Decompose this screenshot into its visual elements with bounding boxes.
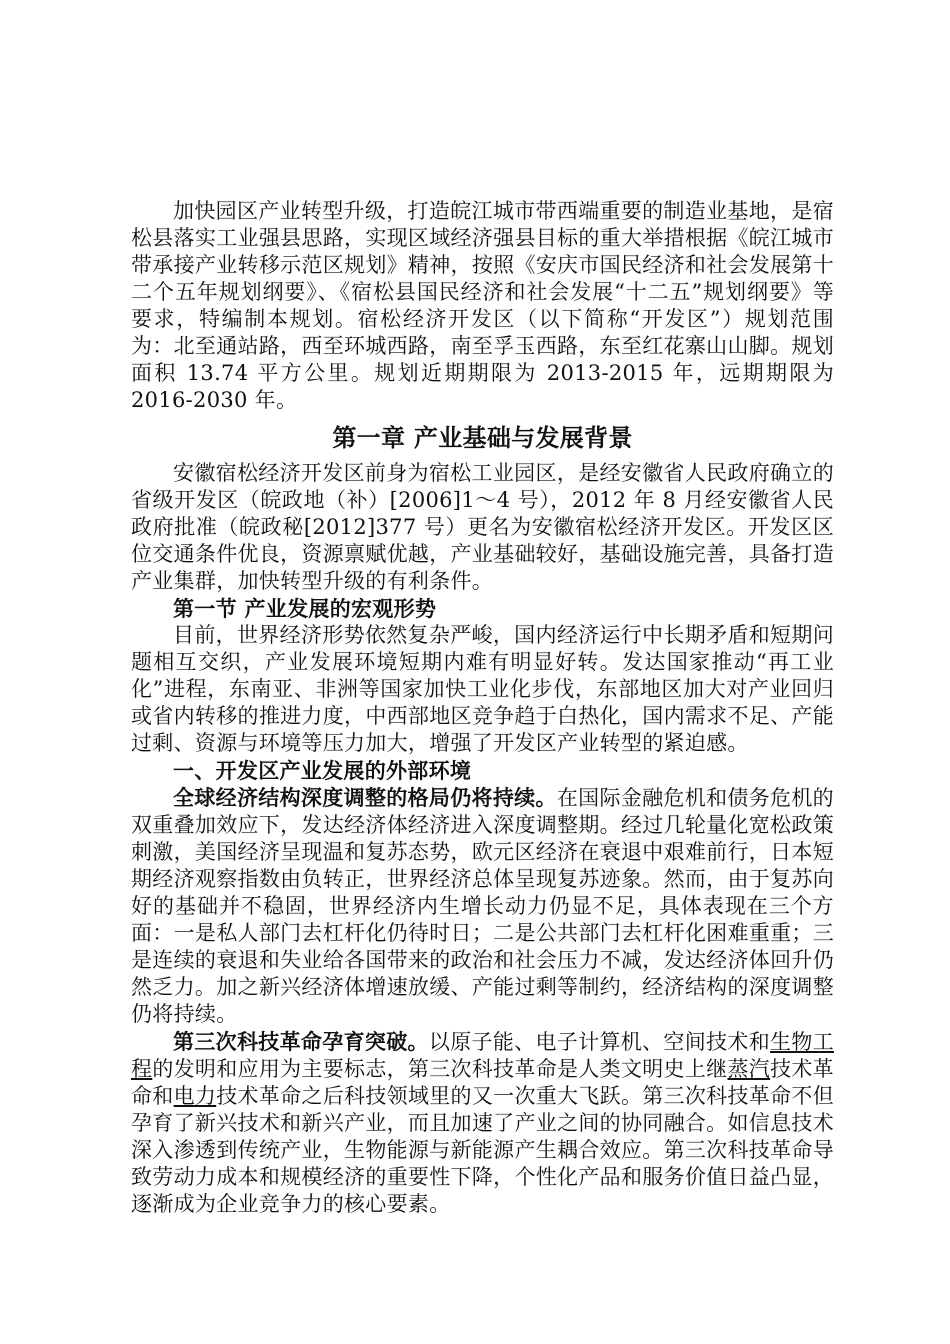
link-bioengineering[interactable]: 生物工程 xyxy=(131,1030,834,1081)
global-economy-paragraph xyxy=(131,784,834,1028)
macro-situation-paragraph: 目前，世界经济形势依然复杂严峻，国内经济运行中长期矛盾和短期问题相互交织，产业发展环境短期内难有明显好转。发达国家推动“再工业化”进程，东南亚、非洲等国家加快工业化步伐，东部地区加大对产业回归或省内转移的推进力度，中西部地区竞争趋于白热化，国内需求不足、产能过剩、资源与环境等压力加大，增强了开发区产业转型的紧迫感。 xyxy=(131,623,834,755)
global-economy-lead: 全球经济结构深度调整的格局仍将持续。 xyxy=(173,785,557,810)
tech-text-2: 的发明和应用为主要标志，第三次科技革命是人类文明史上继 xyxy=(152,1057,728,1081)
chapter-title: 第一章 产业基础与发展背景 xyxy=(332,424,633,452)
link-steam[interactable]: 蒸汽 xyxy=(727,1057,771,1081)
subsection-title: 一、开发区产业发展的外部环境 xyxy=(173,758,472,783)
tech-revolution-lead: 第三次科技革命孕育突破。 xyxy=(173,1029,429,1054)
link-electricity[interactable]: 电力 xyxy=(173,1084,217,1108)
chapter-intro-paragraph: 安徽宿松经济开发区前身为宿松工业园区，是经安徽省人民政府确立的省级开发区（皖政地（补）[2006]1～4 号），2012 年 8 月经安徽省人民政府批准（皖政秘[2012]377 号）更名为安徽宿松经济开发区。开发区区位交通条件优良，资源禀赋优越，产业基础较好，基础设施完善，具备打造产业集群，加快转型升级的有利条件。 xyxy=(131,461,834,593)
intro-paragraph: 加快园区产业转型升级，打造皖江城市带西端重要的制造业基地，是宿松县落实工业强县思路，实现区域经济强县目标的重大举措根据《皖江城市带承接产业转移示范区规划》精神，按照《安庆市国民经济和社会发展第十二个五年规划纲要》、《宿松县国民经济和社会发展“十二五”规划纲要》等要求，特编制本规划。宿松经济开发区（以下简称“开发区”）规划范围为：北至通站路，西至环城西路，南至孚玉西路，东至红花寨山山脚。规划面积 13.74 平方公里。规划近期期限为 2013-2015 年，远期期限为 2016-2030 年。 xyxy=(131,199,834,412)
tech-text-4: 技术革命之后科技领域里的又一次重大飞跃。第三次科技革命不但孕育了新兴技术和新兴产业，而且加速了产业之间的协同融合。如信息技术深入渗透到传统产业，生物能源与新能源产生耦合效应。第三次科技革命导致劳动力成本和规模经济的重要性下降，个性化产品和服务价值日益凸显，逐渐成为企业竞争力的核心要素。 xyxy=(131,1084,834,1216)
document-page xyxy=(131,198,834,1218)
tech-text-1: 以原子能、电子计算机、空间技术和 xyxy=(428,1030,771,1054)
global-economy-text: 在国际金融危机和债务危机的双重叠加效应下，发达经济体经济进入深度调整期。经过几轮量化宽松政策刺激，美国经济呈现温和复苏态势，欧元区经济在衰退中艰难前行，日本短期经济观察指数由负转正，世界经济总体呈现复苏迹象。然而，由于复苏向好的基础并不稳固，世界经济内生增长动力仍显不足，具体表现在三个方面：一是私人部门去杠杆化仍待时日；二是公共部门去杠杆化困难重重；三是连续的衰退和失业给各国带来的政治和社会压力不减，发达经济体回升仍然乏力。加之新兴经济体增速放缓、产能过剩等制约，经济结构的深度调整仍将持续。 xyxy=(131,786,834,1026)
tech-text-3: 技术革命和 xyxy=(131,1057,834,1108)
tech-revolution-paragraph xyxy=(131,1028,834,1218)
section-title: 第一节 产业发展的宏观形势 xyxy=(173,596,437,621)
